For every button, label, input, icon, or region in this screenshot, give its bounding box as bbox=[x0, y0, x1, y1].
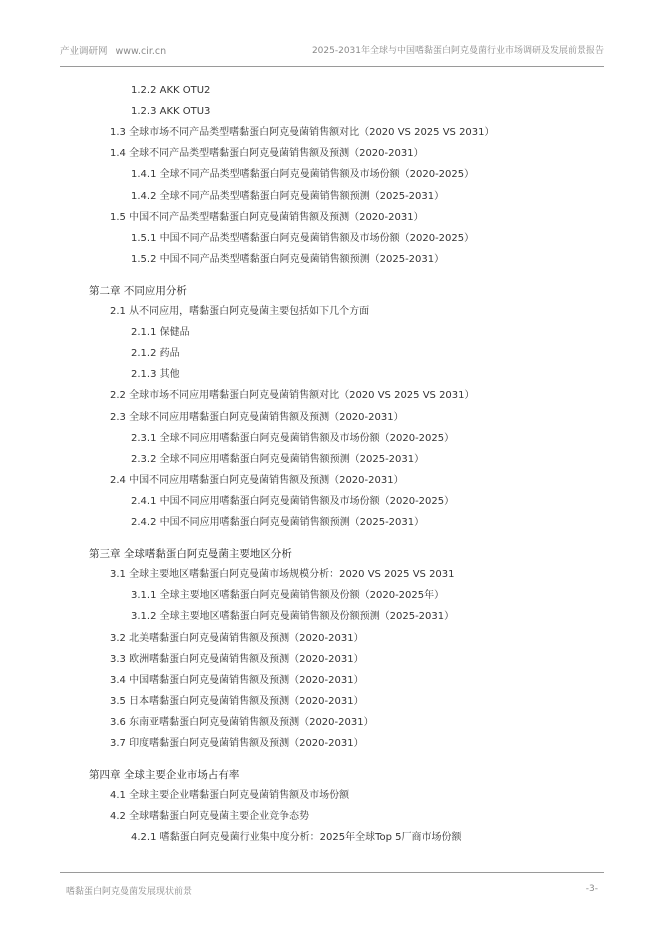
toc-entry[interactable]: 3.1 全球主要地区嗜黏蛋白阿克曼菌市场规模分析：2020 VS 2025 VS 2031 bbox=[110, 569, 455, 581]
page-header bbox=[60, 38, 604, 67]
toc-entry[interactable]: 2.3 全球不同应用嗜黏蛋白阿克曼菌销售额及预测（2020-2031） bbox=[110, 411, 404, 423]
toc-entry[interactable]: 3.2 北美嗜黏蛋白阿克曼菌销售额及预测（2020-2031） bbox=[110, 632, 364, 644]
toc-entry[interactable]: 2.3.1 全球不同应用嗜黏蛋白阿克曼菌销售额及市场份额（2020-2025） bbox=[131, 432, 455, 444]
toc-entry[interactable]: 4.2.1 嗜黏蛋白阿克曼菌行业集中度分析：2025年全球Top 5厂商市场份额 bbox=[131, 832, 462, 844]
toc-entry[interactable]: 1.3 全球市场不同产品类型嗜黏蛋白阿克曼菌销售额对比（2020 VS 2025 VS 2031） bbox=[110, 127, 495, 139]
toc-entry[interactable]: 3.4 中国嗜黏蛋白阿克曼菌销售额及预测（2020-2031） bbox=[110, 674, 364, 686]
toc-entry[interactable]: 2.2 全球市场不同应用嗜黏蛋白阿克曼菌销售额对比（2020 VS 2025 VS 2031） bbox=[110, 390, 475, 402]
toc-entry[interactable]: 1.4.2 全球不同产品类型嗜黏蛋白阿克曼菌销售额预测（2025-2031） bbox=[131, 190, 445, 202]
toc-entry[interactable]: 2.4.1 中国不同应用嗜黏蛋白阿克曼菌销售额及市场份额（2020-2025） bbox=[131, 495, 455, 507]
toc-chapter-heading[interactable]: 第二章 不同应用分析 bbox=[89, 284, 187, 297]
footer-doc-title: 嗜黏蛋白阿克曼菌发展现状前景 bbox=[66, 887, 193, 897]
toc-entry[interactable]: 1.4.1 全球不同产品类型嗜黏蛋白阿克曼菌销售额及市场份额（2020-2025） bbox=[131, 169, 475, 181]
toc-entry[interactable]: 2.3.2 全球不同应用嗜黏蛋白阿克曼菌销售额预测（2025-2031） bbox=[131, 453, 425, 465]
toc-entry[interactable]: 1.2.3 AKK OTU3 bbox=[131, 106, 211, 118]
toc-entry[interactable]: 1.5.1 中国不同产品类型嗜黏蛋白阿克曼菌销售额及市场份额（2020-2025） bbox=[131, 232, 475, 244]
toc-chapter-heading[interactable]: 第三章 全球嗜黏蛋白阿克曼菌主要地区分析 bbox=[89, 548, 292, 561]
toc-entry[interactable]: 1.4 全球不同产品类型嗜黏蛋白阿克曼菌销售额及预测（2020-2031） bbox=[110, 148, 424, 160]
header-site bbox=[60, 43, 166, 57]
site-name: 产业调研网 bbox=[60, 46, 108, 57]
toc-chapter-heading[interactable]: 第四章 全球主要企业市场占有率 bbox=[89, 769, 240, 782]
toc-entry[interactable]: 1.2.2 AKK OTU2 bbox=[131, 85, 211, 96]
toc-entry[interactable]: 2.4.2 中国不同应用嗜黏蛋白阿克曼菌销售额预测（2025-2031） bbox=[131, 517, 425, 528]
toc-entry[interactable]: 2.4 中国不同应用嗜黏蛋白阿克曼菌销售额及预测（2020-2031） bbox=[110, 474, 404, 486]
toc-entry[interactable]: 2.1.3 其他 bbox=[131, 369, 180, 381]
report-title: 2025-2031年全球与中国嗜黏蛋白阿克曼菌行业市场调研及发展前景报告 bbox=[311, 46, 604, 56]
toc-entry[interactable]: 2.1.1 保健品 bbox=[131, 327, 190, 339]
site-url[interactable]: www.cir.cn bbox=[115, 46, 167, 57]
page-footer bbox=[60, 872, 604, 897]
toc-entry[interactable]: 3.6 东南亚嗜黏蛋白阿克曼菌销售额及预测（2020-2031） bbox=[110, 716, 374, 728]
toc-entry[interactable]: 3.1.1 全球主要地区嗜黏蛋白阿克曼菌销售额及份额（2020-2025年） bbox=[131, 590, 445, 602]
toc-entry[interactable]: 3.5 日本嗜黏蛋白阿克曼菌销售额及预测（2020-2031） bbox=[110, 695, 364, 707]
toc-entry[interactable]: 2.1 从不同应用，嗜黏蛋白阿克曼菌主要包括如下几个方面 bbox=[110, 306, 370, 317]
toc-entry[interactable]: 3.7 印度嗜黏蛋白阿克曼菌销售额及预测（2020-2031） bbox=[110, 738, 364, 749]
toc-entry[interactable]: 4.2 全球嗜黏蛋白阿克曼菌主要企业竞争态势 bbox=[110, 811, 310, 823]
toc-entry[interactable]: 1.5.2 中国不同产品类型嗜黏蛋白阿克曼菌销售额预测（2025-2031） bbox=[131, 253, 445, 265]
toc-entry[interactable]: 3.3 欧洲嗜黏蛋白阿克曼菌销售额及预测（2020-2031） bbox=[110, 653, 364, 665]
page-number: -3- bbox=[585, 884, 598, 894]
toc-entry[interactable]: 4.1 全球主要企业嗜黏蛋白阿克曼菌销售额及市场份额 bbox=[110, 790, 350, 802]
toc-entry[interactable]: 2.1.2 药品 bbox=[131, 348, 180, 360]
toc-entry[interactable]: 3.1.2 全球主要地区嗜黏蛋白阿克曼菌销售额及份额预测（2025-2031） bbox=[131, 611, 455, 623]
toc-entry[interactable]: 1.5 中国不同产品类型嗜黏蛋白阿克曼菌销售额及预测（2020-2031） bbox=[110, 211, 424, 223]
